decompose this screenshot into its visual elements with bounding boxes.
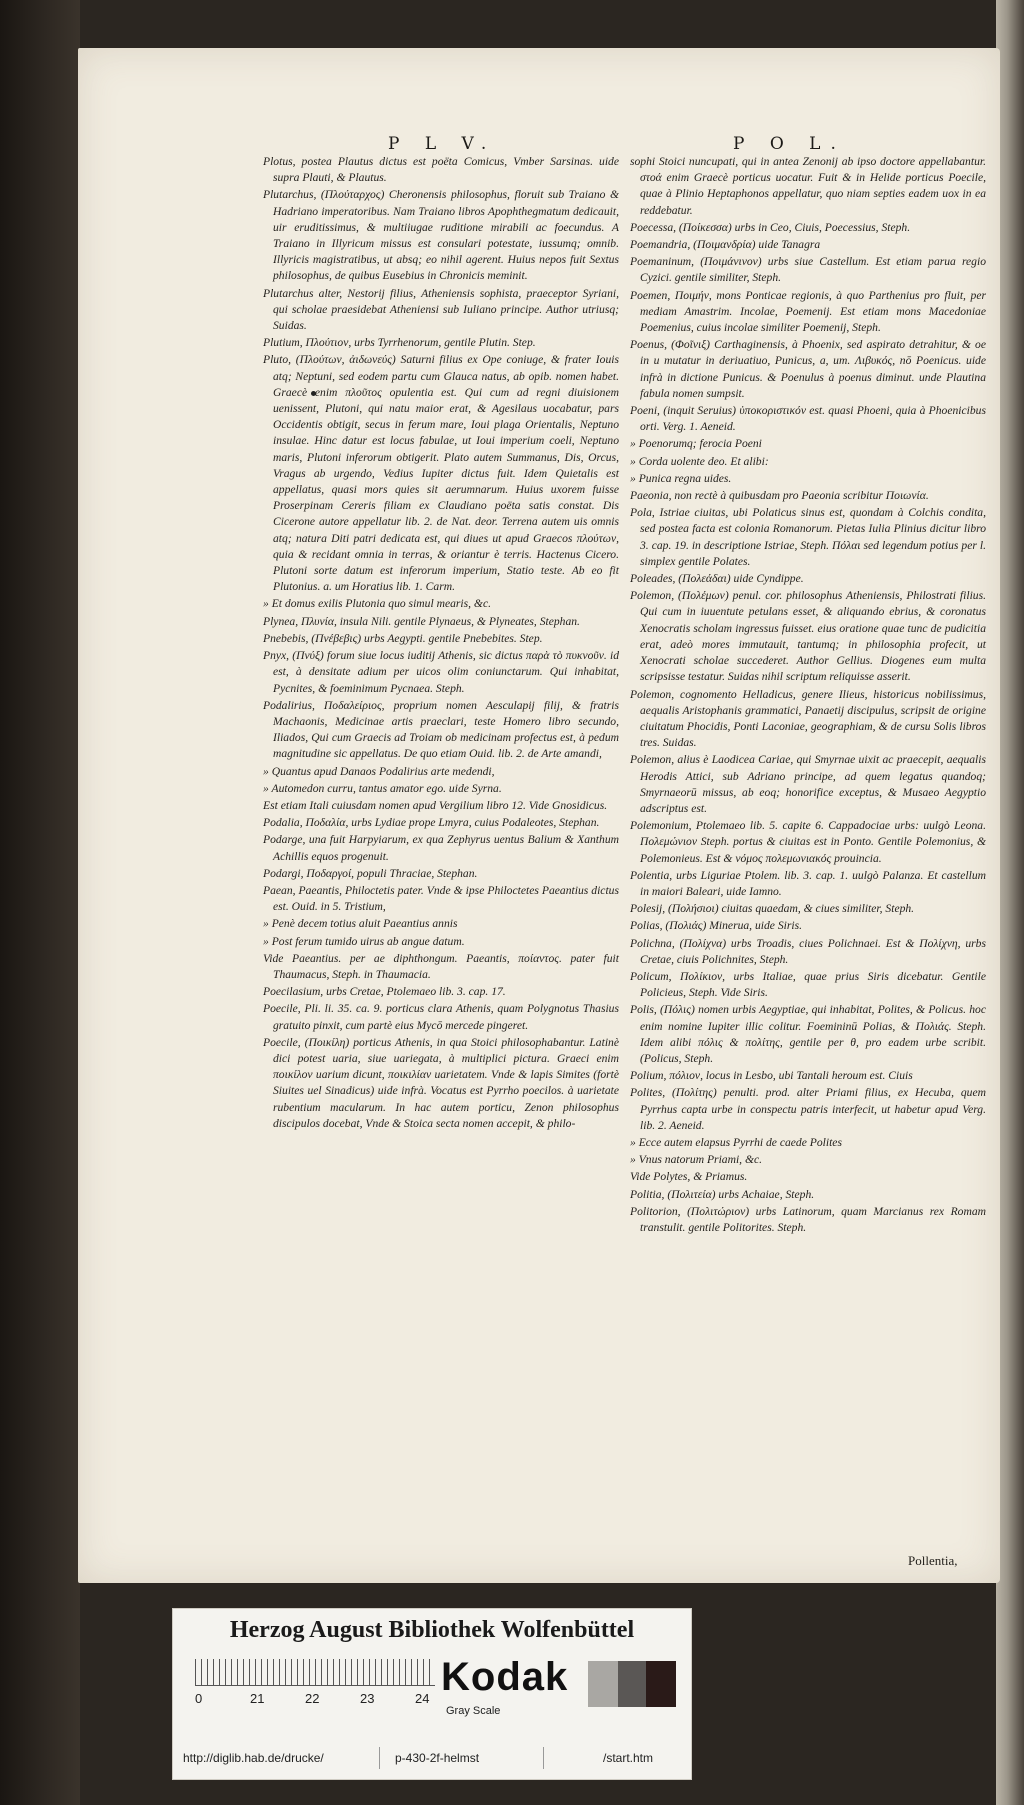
dictionary-entry: » Automedon curru, tantus amator ego. uide Syrna.: [263, 781, 502, 795]
ruler-number: 23: [360, 1691, 375, 1706]
dictionary-entry: sophi Stoici nuncupati, qui in antea Zenonij ab ipso doctore appellabantur. στοά enim Graecè porticus uocatur. Fuit & in Helide porticus Poecile, quae à Plinio Heptaphonos appellatur, quo niam septies eadem uox in ea reddebatur.: [630, 155, 986, 217]
dictionary-entry: » Corda uolente deo. Et alibi:: [630, 454, 769, 468]
dictionary-entry: Vide Paeantius. per ae diphthongum. Paeantis, ποίαντος. pater fuit Thaumacus, Steph. in Thaumacia.: [263, 951, 619, 981]
ruler-scale: [195, 1659, 435, 1686]
dictionary-entry: Polemon, (Πολέμων) penul. cor. philosophus Atheniensis, Philostrati filius. Qui cum in iuuentute petulans esset, & aliquando ebrius, & coronatus Xenocratis scholam ingressus fuisset. eius oratione quae tunc de pudicitia erat, adeò mores immutauit, tantumq; in philosophia profecit, ut Xenocrati scholae succederet. Author Gellius. Diogenes eum multa scripsisse testatur. Suidas nihil scriptum reliquisse asserit.: [630, 589, 986, 684]
dictionary-entry: Podalirius, Ποδαλείριος, proprium nomen Aesculapij filij, & fratris Machaonis, Medicinae artis praeclari, teste Homero libro secundo, Iliados, Qui cum Graecis ad Troiam ob medicinam profectus est, à pedum magnitudine sic appellatus. De quo etiam Ouid. lib. 2. de Arte amandi,: [263, 698, 619, 761]
dictionary-entry: Poemandria, (Ποιμανδρία) uide Tanagra: [630, 238, 821, 252]
dictionary-entry: Polias, (Πολιάς) Minerua, uide Siris.: [630, 919, 802, 933]
dictionary-entry: Polesij, (Πολήσιοι) ciuitas quaedam, & ciues similiter, Steph.: [630, 902, 915, 916]
dictionary-entry: Polites, (Πολίτης) penulti. prod. alter Priami filius, ex Hecuba, quem Pyrrhus capta urbe in conspectu patris interfecit, ut habetur apud Verg. lib. 2. Aeneid.: [630, 1086, 986, 1132]
gray-patch-light: [588, 1661, 618, 1707]
dictionary-entry: Polichna, (Πολίχνα) urbs Troadis, ciues Polichnaei. Est & Πολίχνη, urbs Cretae, ciuis Polichnites, Steph.: [630, 936, 986, 966]
url-id[interactable]: p-430-2f-helmst: [395, 1751, 480, 1765]
dictionary-entry: Poeni, (inquit Seruius) ὑποκοριστικόν est. quasi Phoeni, quia à Phoenicibus orti. Verg. 1. Aeneid.: [630, 404, 986, 434]
dictionary-entry: Pnyx, (Πνύξ) forum siue locus iuditij Athenis, sic dictus παρὰ τὸ πυκνοῦν. id est, à densitate adium per uicos olim coniunctarum. Qui inhabitat, Pycnites, & foeminimum Pycnaea. Steph.: [263, 649, 619, 695]
dictionary-entry: » Quantus apud Danaos Podalirius arte medendi,: [263, 764, 495, 778]
ruler-number: 0: [195, 1691, 203, 1706]
dictionary-entry: Poemen, Ποιμήν, mons Ponticae regionis, à quo Parthenius pro fluit, per mediam Amastrim. Incolae, Poemenij. Est etiam mons Macedoniae Poemenius, cuius incolae similiter Poemenij, Steph.: [630, 288, 986, 335]
dictionary-entry: Polentia, urbs Liguriae Ptolem. lib. 3. cap. 1. uulgò Palanza. Et castellum in maiori Baleari, uide Iamno.: [630, 868, 986, 898]
dictionary-entry: Policum, Πολίκιον, urbs Italiae, quae prius Siris dicebatur. Gentile Policieus, Steph. Vide Siris.: [630, 969, 986, 1000]
dictionary-entry: » Punica regna uides.: [630, 471, 732, 485]
ruler-number: 22: [305, 1691, 320, 1706]
dictionary-entry: Pnebebis, (Πνέβεβις) urbs Aegypti. gentile Pnebebites. Step.: [263, 631, 543, 645]
dictionary-entry: Vide Polytes, & Priamus.: [630, 1170, 748, 1184]
dictionary-entry: Plutarchus, (Πλούταρχος) Cheronensis philosophus, floruit sub Traiano & Hadriano imperatoribus. Nam Traiano libros Apophthegmatum dedicauit, uir eruditissimus, & multiiugae ruditione mirabili ac foecundus. A Traiano in Illyricum missus est consulari potestate, iussumq; omnib. Illyricis magistratibus, ut absq; eo nihil agerent. Huius nepos fuit Sextus philosophus, de quibus Eusebius in Chronicis meminit.: [263, 188, 619, 283]
left-column: [263, 154, 619, 1133]
gray-scale-label: Gray Scale: [446, 1705, 501, 1717]
header-right: P O L.: [733, 134, 846, 154]
binding-shadow: [0, 0, 80, 1805]
book-page: [78, 48, 1000, 1583]
dictionary-entry: Podargi, Ποδαργοί, populi Thraciae, Stephan.: [263, 866, 478, 880]
dictionary-entry: Paeonia, non rectè à quibusdam pro Paeonia scribitur Ποιωνία.: [630, 489, 929, 503]
header-left: P L V.: [388, 134, 497, 154]
gray-patch-mid: [618, 1661, 646, 1707]
dictionary-entry: Polemon, cognomento Helladicus, genere Ilieus, historicus nobilissimus, aequalis Aristophanis grammatici, Panaetij discipulus, scripsit de origine ciuitatum Phocidis, Ponti Laconiae, geographiam, & de cursu Solis libros tres. Suidas.: [630, 687, 986, 750]
kodak-logo: Kodak: [441, 1655, 569, 1699]
ruler-number: 21: [250, 1691, 265, 1706]
gray-patch-dark: [646, 1661, 676, 1707]
page-edge: [996, 0, 1024, 1805]
dictionary-entry: Plutium, Πλούτιον, urbs Tyrrhenorum, gentile Plutin. Step.: [263, 336, 536, 350]
dictionary-entry: Poenus, (Φοῖνιξ) Carthaginensis, à Phoenix, sed aspirato detrahitur, & oe in u mutatur in deriuatiuo, Punicus, a, um. Λιβυκός, nō Poenicus. uide infrà in dictione Punicus. & Poenulus à poenus diminut. unde Plautina fabula nomen sumpsit.: [630, 338, 986, 400]
dictionary-entry: » Post ferum tumido uirus ab angue datum.: [263, 934, 465, 948]
dictionary-entry: Poemaninum, (Ποιμάνινον) urbs siue Castellum. Est etiam parua regio Cyzici. gentile similiter, Steph.: [630, 255, 986, 285]
url-row: [183, 1745, 681, 1771]
url-base[interactable]: http://diglib.hab.de/drucke/: [183, 1751, 324, 1765]
catchword: Pollentia,: [908, 1553, 958, 1568]
url-separator: [543, 1747, 544, 1769]
dictionary-entry: Poleades, (Πολεάδαι) uide Cyndippe.: [630, 572, 804, 586]
dictionary-entry: Polemonium, Ptolemaeo lib. 5. capite 6. Cappadociae urbs: uulgò Leona. Πολεμώνιον Steph. portus & ciuitas est in Ponto. Gentile Polemonius, & Polemonieus. Est & νόμος πολεμωνιακός prouincia.: [630, 819, 986, 865]
dictionary-entry: Poecile, (Ποικίλη) porticus Athenis, in qua Stoici philosophabantur. Latinè dici potest uaria, siue uariegata, à multiplici pictura. Graeci enim ποικίλον uarium dicunt, ποικιλίαν uarietatem. Vnde & lapis Simites (fortè Siuites uel Sinadicus) uide infrà. Vocatus est Pyrrho poecilos. à uarietate rubentium macularum. In hac autem porticu, Zenon philosophus discipulos docebat, Vnde & Stoica secta nomen accepit, & philo-: [263, 1035, 619, 1130]
dictionary-entry: Politorion, (Πολιτώριον) urbs Latinorum, quam Marcianus rex Romam transtulit. gentile Politorites. Steph.: [630, 1204, 986, 1234]
dictionary-entry: Polis, (Πόλις) nomen urbis Aegyptiae, qui inhabitat, Polites, & Policus. hoc enim nomine Iupiter illic colitur. Foemininū Polias, & Πολιάς. Steph. Idem alibi πόλις & πολίτης, gentile per θ, pro eadem urbe scribit. (Policus, Steph.: [630, 1003, 986, 1065]
url-separator: [379, 1747, 380, 1769]
dictionary-entry: Poecile, Pli. li. 35. ca. 9. porticus clara Athenis, quam Polygnotus Thasius gratuito pinxit, cum partè eius Mycō mercede pingeret.: [263, 1002, 619, 1032]
dictionary-entry: Poecessa, (Ποίκεσσα) urbs in Ceo, Ciuis, Poecessius, Steph.: [630, 220, 911, 234]
dictionary-entry: Podalia, Ποδαλία, urbs Lydiae prope Lmyra, cuius Podaleotes, Stephan.: [263, 816, 600, 830]
dictionary-entry: Plutarchus alter, Nestorij filius, Atheniensis sophista, praeceptor Syriani, qui scholae praesidebat Atheniensi sub Iuliano principe. Author utriusq; Suidas.: [263, 286, 619, 333]
right-column: [630, 154, 986, 1237]
dictionary-entry: » Penè decem totius aluit Paeantius annis: [263, 917, 458, 931]
dictionary-entry: Polemon, alius è Laodicea Cariae, qui Smyrnae uixit ac praecepit, aequalis Herodis Attici, sub Adriano principe, ad quem legatus quandoq; Smyrnaeorū missus, ab eoq; honorifice exceptus, & Musaeo Aegyptio adscriptus est.: [630, 753, 986, 815]
dictionary-entry: Plynea, Πλυνία, insula Nili. gentile Plynaeus, & Plyneates, Stephan.: [263, 614, 580, 628]
url-end[interactable]: /start.htm: [603, 1751, 654, 1765]
dictionary-entry: Podarge, una fuit Harpyiarum, ex qua Zephyrus uentus Balium & Xanthum Achillis equos progenuit.: [263, 833, 619, 863]
dictionary-entry: Paean, Paeantis, Philoctetis pater. Vnde & ipse Philoctetes Paeantius dictus est. Ouid. in 5. Tristium,: [263, 883, 619, 914]
dictionary-entry: » Et domus exilis Plutonia quo simul mearis, &c.: [263, 597, 491, 611]
ruler-number: 24: [415, 1691, 430, 1706]
dictionary-entry: » Ecce autem elapsus Pyrrhi de caede Polites: [630, 1135, 842, 1149]
library-card: [172, 1608, 692, 1780]
dictionary-entry: » Poenorumq; ferocia Poeni: [630, 437, 762, 451]
dictionary-entry: Pola, Istriae ciuitas, ubi Polaticus sinus est, quondam à Colchis condita, sed postea facta est colonia Romanorum. Pietas Iulia Plinius dicitur libro 3. cap. 19. in descriptione Istriae, Steph. Πόλαι sed legendum potius per l. simplex gentile Polates.: [630, 506, 986, 568]
library-name: Herzog August Bibliothek Wolfenbüttel: [229, 1617, 635, 1643]
dictionary-entry: Plotus, postea Plautus dictus est poëta Comicus, Vmber Sarsinas. uide supra Plauti, & Plautus.: [263, 155, 619, 185]
dictionary-entry: Poecilasium, urbs Cretae, Ptolemaeo lib. 3. cap. 17.: [263, 985, 506, 999]
dictionary-entry: » Vnus natorum Priami, &c.: [630, 1153, 763, 1167]
dictionary-entry: Polium, πόλιον, locus in Lesbo, ubi Tantali heroum est. Ciuis: [630, 1069, 913, 1083]
dictionary-entry: Est etiam Itali cuiusdam nomen apud Vergilium libro 12. Vide Gnosidicus.: [263, 798, 608, 812]
dictionary-entry: Politia, (Πολιτεία) urbs Achaiae, Steph.: [630, 1187, 815, 1201]
dictionary-entry: Pluto, (Πλούτων, ἀιδωνεύς) Saturni filius ex Ope coniuge, & frater Iouis atq; Neptuni, sed eodem partu cum Glauca natus, ab opib. nomen habet. Graecè enim πλοῦτος opulentia est. Qui cum ad regni diuisionem uenissent, Plutoni, qui natu maior erat, & Agesilaus uocabatur, pars Occidentis obtigit, secus in ferum mare, Ioui plaga Orientalis, Neptuno insulae. Hinc datur est locus fabulae, ut Ioui imperium coeli, Neptuno maris, Plutoni inferorum obtigerit. Plato autem Summanus, Dis, Orcus, Vragus ab urgendo, Vedius Iupiter dictus fuit. Idem Quietalis est appellatus, quasi mors quies sit aerumnarum. Huius uxorem fuisse Proserpinam Cereris filiam ex Claudiano poëta satis constat. Dis Cicerone autore appellatur lib. 2. de Nat. deor. Terrena autem uis omnis atq; natura Diti patri dedicata est, qui diues ut apud Graecos πλούτων, quia & recidant omnia in terras, & oriantur è terris. Hactenus Cicero. Plutoni sorte datum est inferorum imperium, Statio teste. Ab eo fit Plutonius. a. um Horatius lib. 1. Carm.: [263, 353, 619, 594]
